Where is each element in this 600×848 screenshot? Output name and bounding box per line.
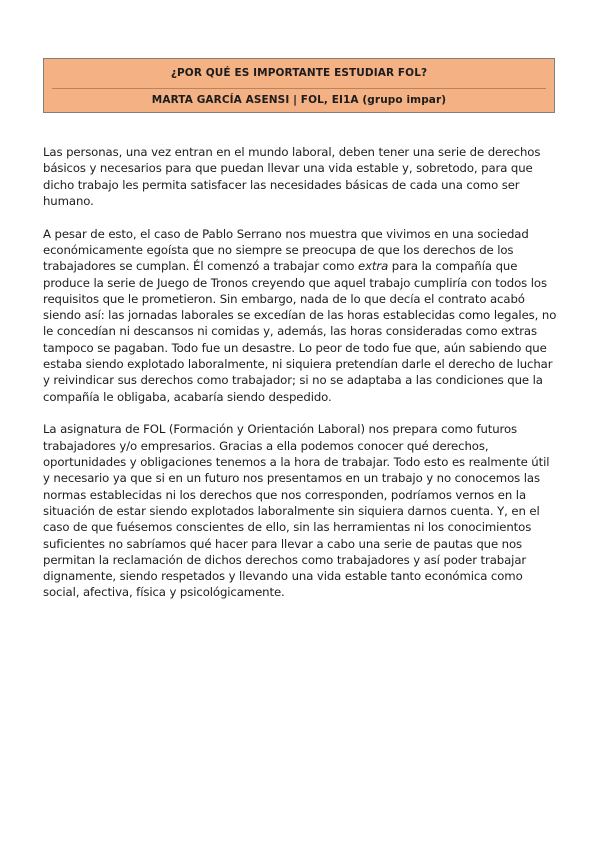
paragraph-2-part-2: para la compañía que produce la serie de Juego de Tronos creyendo que aquel trabajo cumpliría con todos los requisitos que le prometieron. Sin embargo, nada de lo que decía el contrato acabó siendo así: las jornadas laborales se excedían de las horas establecidas como legales, no le concedían ni descansos ni comidas y, además, las horas consideradas como extras tampoco se pagaban. Todo fue un desastre. Lo peor de todo fue que, aún sabiendo que estaba siendo explotado laboralmente, ni siquiera pretendían darle el derecho de luchar y reivindicar sus derechos como trabajador; si no se adaptaba a las condiciones que la compañía le obligaba, acabaría siendo despedido.	[43, 259, 557, 404]
document-body	[43, 144, 557, 617]
document-title: ¿POR QUÉ ES IMPORTANTE ESTUDIAR FOL?	[170, 67, 428, 79]
paragraph-2-italic: extra	[358, 259, 389, 274]
header-divider	[52, 88, 546, 89]
paragraph-3: La asignatura de FOL (Formación y Orientación Laboral) nos prepara como futuros trabajadores y/o empresarios. Gracias a ella podemos conocer qué derechos, oportunidades y obligaciones tenemos a la hora de trabajar. Todo esto es realmente útil y necesario ya que si en un futuro nos presentamos en un trabajo y no conocemos las normas establecidas ni los derechos que nos corresponden, podríamos vernos en la situación de estar siendo explotados laboralmente sin siquiera darnos cuenta. Y, en el caso de que fuésemos conscientes de ello, sin las herramientas ni los conocimientos suficientes no sabríamos qué hacer para llevar a cabo una serie de pautas que nos permitan la reclamación de dichos derechos como trabajadores y así poder trabajar dignamente, siendo respetados y llevando una vida estable tanto económica como social, afectiva, física y psicológicamente.	[43, 422, 550, 600]
paragraph-2-part-1: A pesar de esto, el caso de Pablo Serrano nos muestra que vivimos en una sociedad económicamente egoísta que no siempre se preocupa de que los derechos de los trabajadores se cumplan. Él comenzó a trabajar como	[43, 226, 529, 274]
author-line: MARTA GARCÍA ASENSI | FOL, EI1A (grupo impar)	[151, 94, 447, 106]
paragraph-2	[43, 226, 557, 405]
header-box	[43, 58, 555, 113]
paragraph-1: Las personas, una vez entran en el mundo laboral, deben tener una serie de derechos básicos y necesarios para que puedan llevar una vida estable y, sobretodo, para que dicho trabajo les permita satisfacer las necesidades básicas de cada una como ser humano.	[43, 145, 541, 208]
